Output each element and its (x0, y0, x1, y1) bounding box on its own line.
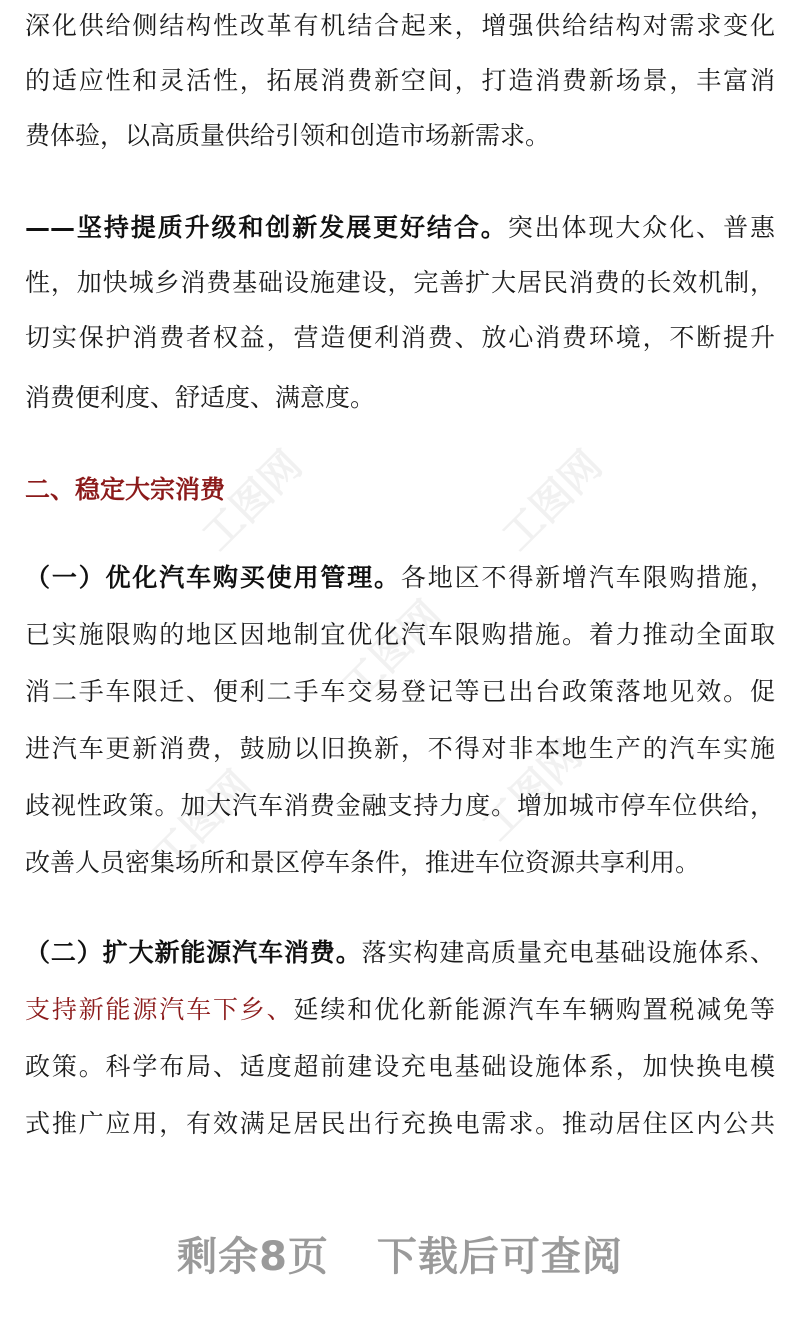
download-prompt[interactable] (0, 1225, 800, 1282)
paragraph-line: 歧视性政策。加大汽车消费金融支持力度。增加城市停车位供给， (25, 791, 775, 820)
paragraph-text: 落实构建高质量充电基础设施体系、 (361, 938, 775, 967)
paragraph-line: 费体验，以高质量供给引领和创造市场新需求。 (25, 121, 551, 150)
paragraph-line: 进汽车更新消费，鼓励以旧换新，不得对非本地生产的汽车实施 (25, 734, 775, 763)
remaining-pages-label: 剩余8页 (177, 1234, 329, 1280)
watermark: 工图网 (493, 442, 612, 560)
watermark: 工图网 (473, 732, 592, 850)
paragraph-line (25, 937, 775, 969)
paragraph-line: 已实施限购的地区因地制宜优化汽车限购措施。着力推动全面取 (25, 620, 775, 649)
paragraph-line: 的适应性和灵活性，拓展消费新空间，打造消费新场景，丰富消 (25, 66, 775, 95)
paragraph-line: 政策。科学布局、适度超前建设充电基础设施体系，加快换电模 (25, 1052, 775, 1081)
paragraph-line (25, 562, 775, 594)
watermark: 工图网 (143, 762, 262, 880)
paragraph-line: 消费便利度、舒适度、满意度。 (25, 383, 376, 412)
paragraph-lead: （二）扩大新能源汽车消费。 (25, 938, 362, 967)
paragraph-line: 深化供给侧结构性改革有机结合起来，增强供给结构对需求变化 (25, 11, 775, 40)
paragraph-text: 突出体现大众化、普惠 (507, 213, 775, 242)
paragraph-lead: （一）优化汽车购买使用管理。 (25, 563, 401, 592)
paragraph-line: 消二手车限迁、便利二手车交易登记等已出台政策落地见效。促 (25, 677, 775, 706)
paragraph-line: 切实保护消费者权益，营造便利消费、放心消费环境，不断提升 (25, 323, 775, 352)
section-heading: 二、稳定大宗消费 (25, 475, 226, 504)
paragraph-line: 改善人员密集场所和景区停车条件，推进车位资源共享利用。 (25, 848, 701, 877)
highlight-text: 支持新能源汽车下乡、 (25, 995, 294, 1024)
paragraph-line: 性，加快城乡消费基础设施建设，完善扩大居民消费的长效机制， (25, 268, 775, 297)
paragraph-text: 延续和优化新能源汽车车辆购置税减免等 (293, 995, 775, 1024)
paragraph-line: 式推广应用，有效满足居民出行充换电需求。推动居住区内公共 (25, 1109, 775, 1138)
paragraph-lead: ——坚持提质升级和创新发展更好结合。 (25, 213, 508, 242)
watermark: 工图网 (193, 442, 312, 560)
paragraph-line (25, 212, 775, 244)
download-to-view-label[interactable]: 下载后可查阅 (376, 1234, 623, 1280)
watermark: 工图网 (333, 592, 452, 710)
paragraph-text: 各地区不得新增汽车限购措施， (400, 563, 775, 592)
paragraph-line (25, 994, 775, 1026)
